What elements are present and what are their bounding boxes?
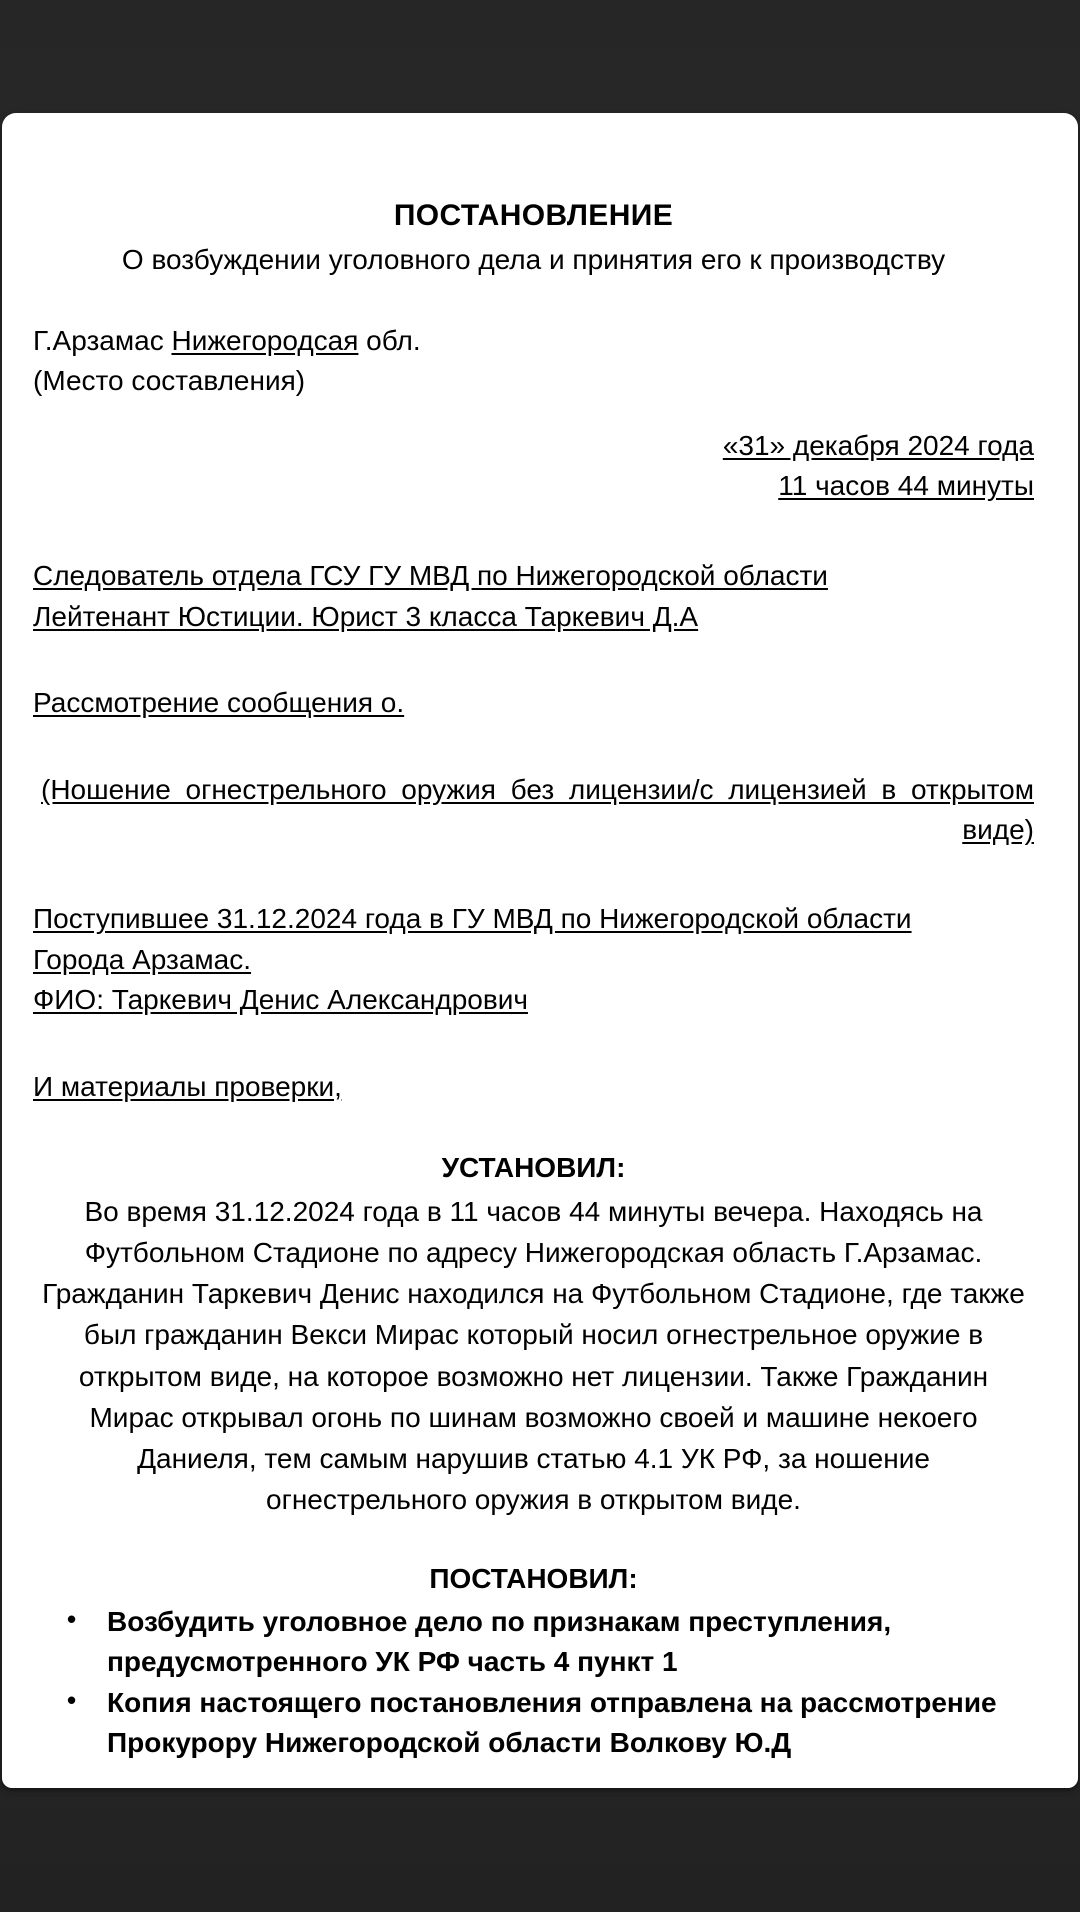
findings-body: Во время 31.12.2024 года в 11 часов 44 минуты вечера. Находясь на Футбольном Стадионе по адресу Нижегородская область Г.Арзамас. Гражданин Таркевич Денис находился на Футбольном Стадионе, где также был гражданин Векси Мирас который носил огнестрельное оружие в открытом виде, на которое возможно нет лицензии. Также Гражданин Мирас открывал огонь по шинам возможно своей и машине некоего Даниеля, тем самым нарушив статью 4.1 УК РФ, за ношение огнестрельного оружия в открытом виде.: [42, 1195, 1025, 1516]
received-fullname-line: ФИО: Таркевич Денис Александрович: [33, 984, 528, 1016]
charge-description: (Ношение огнестрельного оружия без лицензии/с лицензией в открытом виде): [41, 773, 1034, 846]
document-sheet: [2, 113, 1078, 1788]
review-subject-line: Рассмотрение сообщения о.: [33, 687, 405, 719]
list-item: • Копия настоящего постановления отправлена на рассмотрение Прокурору Нижегородской области Волкову Ю.Д: [95, 1683, 1034, 1763]
document-date-line: [33, 426, 1034, 466]
document-date: «31» декабря 2024 года: [722, 430, 1034, 462]
review-block: [33, 683, 1034, 724]
investigator-department-line: Следователь отдела ГСУ ГУ МВД по Нижегородской области: [33, 559, 828, 591]
received-city-line: Города Арзамас.: [33, 943, 252, 975]
place-of-compilation-block: [33, 321, 1034, 401]
place-note: (Место составления): [33, 364, 306, 396]
place-region-underlined: Нижегородсая: [171, 324, 359, 356]
document-page-content: [33, 113, 1034, 1788]
resolution-list: [33, 1602, 1034, 1763]
place-city-suffix: обл.: [358, 324, 421, 356]
received-block: [33, 899, 1034, 1021]
materials-line: И материалы проверки,: [33, 1070, 342, 1102]
place-city-prefix: Г.Арзамас: [33, 324, 172, 356]
document-time: 11 часов 44 минуты: [778, 470, 1034, 502]
list-item: • Возбудить уголовное дело по признакам преступления, предусмотренного УК РФ часть 4 пункт 1: [95, 1602, 1034, 1682]
investigator-block: [33, 556, 1034, 637]
document-title: ПОСТАНОВЛЕНИЕ: [393, 199, 674, 232]
investigator-rank-name-line: Лейтенант Юстиции. Юрист 3 класса Таркевич Д.А: [33, 600, 699, 632]
document-time-line: [33, 466, 1034, 506]
place-line: [33, 321, 1034, 361]
datetime-block: [33, 426, 1034, 506]
findings-heading: УСТАНОВИЛ:: [441, 1152, 626, 1184]
materials-block: [33, 1067, 1034, 1108]
document-subtitle: О возбуждении уголовного дела и принятия его к производству: [121, 244, 946, 276]
received-authority-line: Поступившее 31.12.2024 года в ГУ МВД по Нижегородской области: [33, 902, 912, 934]
resolution-heading: ПОСТАНОВИЛ:: [429, 1563, 638, 1595]
